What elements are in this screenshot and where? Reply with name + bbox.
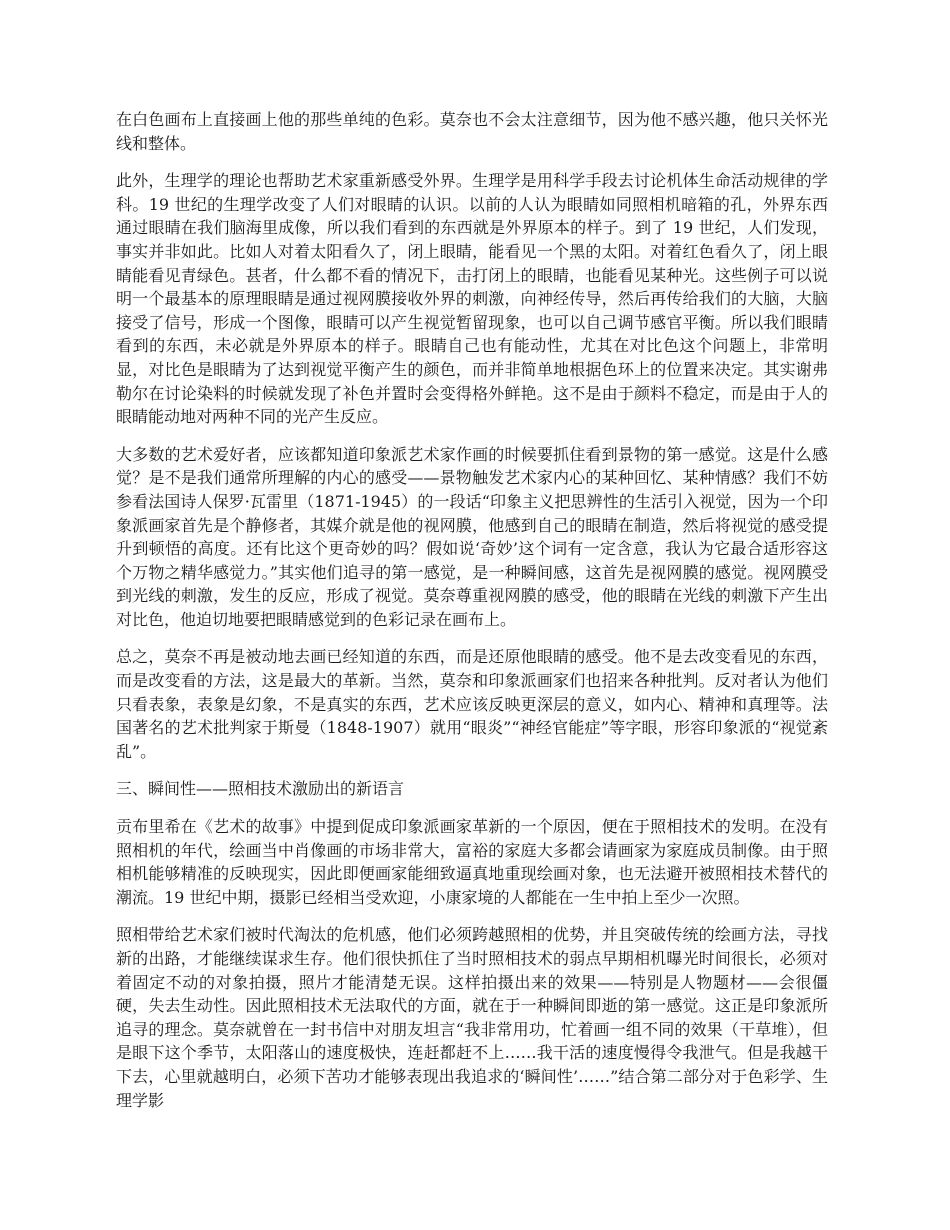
paragraph-6: 照相带给艺术家们被时代淘汰的危机感，他们必须跨越照相的优势，并且突破传统的绘画方法，寻找新的出路，才能继续谋求生存。他们很快抓住了当时照相技术的弱点早期相机曝光时间很长，必须对着固定不动的对象拍摄，照片才能清楚无误。这样拍摄出来的效果——特别是人物题材——会很僵硬，失去生动性。因此照相技术无法取代的方面，就在于一种瞬间即逝的第一感觉。这正是印象派所追寻的理念。莫奈就曾在一封书信中对朋友坦言“我非常用功，忙着画一组不同的效果（干草堆），但是眼下这个季节，太阳落山的速度极快，连赶都赶不上……我干活的速度慢得令我泄气。但是我越干下去，心里就越明白，必须下苦功才能够表现出我追求的‘瞬间性’……”结合第二部分对于色彩学、生理学影	[116, 925, 828, 1110]
section-heading: 三、瞬间性——照相技术激励出的新语言	[116, 779, 405, 799]
paragraph-5: 贡布里希在《艺术的故事》中提到促成印象派画家革新的一个原因，便在于照相技术的发明。在没有照相机的年代，绘画当中肖像画的市场非常大，富裕的家庭大多都会请画家为家庭成员制像。由于照相机能够精准的反映现实，因此即便画家能细致逼真地重现绘画对象，也无法避开被照相技术替代的潮流。19 世纪中期，摄影已经相当受欢迎，小康家境的人都能在一生中拍上至少一次照。	[116, 817, 828, 907]
paragraph-3: 大多数的艺术爱好者，应该都知道印象派艺术家作画的时候要抓住看到景物的第一感觉。这是什么感觉？是不是我们通常所理解的内心的感受——景物触发艺术家内心的某种回忆、某种情感？我们不妨参看法国诗人保罗·瓦雷里（1871-1945）的一段话“印象主义把思辨性的生活引入视觉，因为一个印象派画家首先是个静修者，其媒介就是他的视网膜，他感到自己的眼睛在制造，然后将视觉的感受提升到顿悟的高度。还有比这个更奇妙的吗？假如说‘奇妙’这个词有一定含意，我认为它最合适形容这个万物之精华感觉力。”其实他们追寻的第一感觉，是一种瞬间感，这首先是视网膜的感觉。视网膜受到光线的刺激，发生的反应，形成了视觉。莫奈尊重视网膜的感受，他的眼睛在光线的刺激下产生出对比色，他迫切地要把眼睛感觉到的色彩记录在画布上。	[116, 444, 828, 629]
paragraph-4: 总之，莫奈不再是被动地去画已经知道的东西，而是还原他眼睛的感受。他不是去改变看见的东西，而是改变看的方法，这是最大的革新。当然，莫奈和印象派画家们也招来各种批判。反对者认为他们只看表象，表象是幻象，不是真实的东西，艺术应该反映更深层的意义，如内心、精神和真理等。法国著名的艺术批判家于斯曼（1848-1907）就用“眼炎”“神经官能症”等字眼，形容印象派的“视觉紊乱”。	[116, 647, 828, 761]
paragraph-1: 在白色画布上直接画上他的那些单纯的色彩。莫奈也不会太注意细节，因为他不感兴趣，他只关怀光线和整体。	[116, 110, 828, 153]
paragraph-2: 此外，生理学的理论也帮助艺术家重新感受外界。生理学是用科学手段去讨论机体生命活动规律的学科。19 世纪的生理学改变了人们对眼睛的认识。以前的人认为眼睛如同照相机暗箱的孔，外界东西通过眼睛在我们脑海里成像，所以我们看到的东西就是外界原本的样子。到了 19 世纪，人们发现，事实并非如此。比如人对着太阳看久了，闭上眼睛，能看见一个黑的太阳。对着红色看久了，闭上眼睛能看见青绿色。甚者，什么都不看的情况下，击打闭上的眼睛，也能看见某种光。这些例子可以说明一个最基本的原理眼睛是通过视网膜接收外界的刺激，向神经传导，然后再传给我们的大脑，大脑接受了信号，形成一个图像，眼睛可以产生视觉暂留现象，也可以自己调节感官平衡。所以我们眼睛看到的东西，未必就是外界原本的样子。眼睛自己也有能动性，尤其在对比色这个问题上，非常明显，对比色是眼睛为了达到视觉平衡产生的颜色，而并非简单地根据色环上的位置来决定。其实谢弗勒尔在讨论染料的时候就发现了补色并置时会变得格外鲜艳。这不是由于颜料不稳定，而是由于人的眼睛能动地对两种不同的光产生反应。	[116, 171, 828, 427]
document-body	[116, 108, 828, 1126]
